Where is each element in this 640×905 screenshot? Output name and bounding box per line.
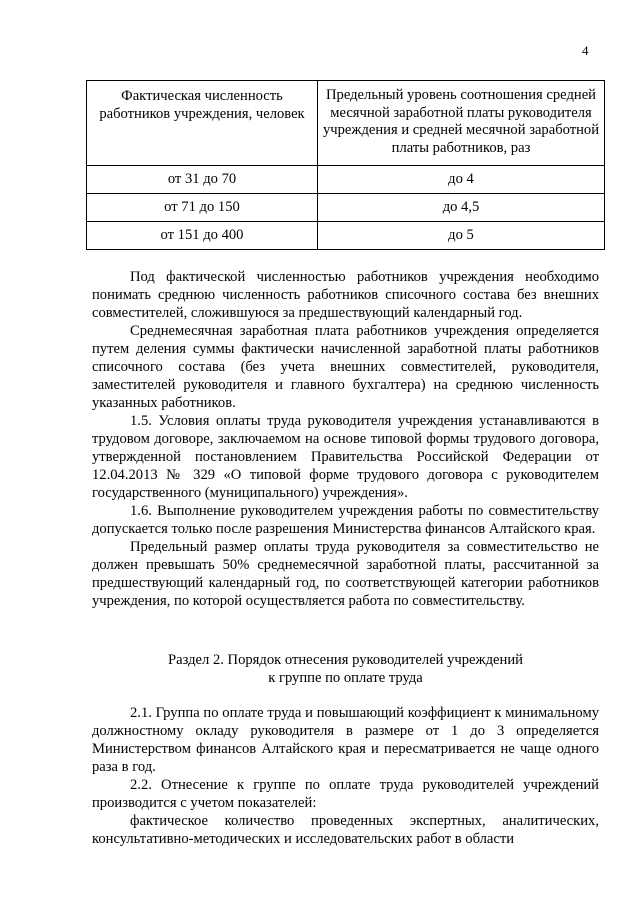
- table-cell: от 151 до 400: [87, 222, 318, 250]
- table-header-row: [87, 81, 605, 166]
- paragraph: Среднемесячная заработная плата работников учреждения определяется путем деления суммы фактически начисленной заработной платы работников списочного состава (без учета внешних совместителей, руководителя, заместителей руководителя и главного бухгалтера) на среднюю численность указанных работников.: [92, 323, 599, 411]
- paragraph: 2.1. Группа по оплате труда и повышающий коэффициент к минимальному должностному окладу руководителя в размере от 1 до 3 определяется Министерством финансов Алтайского края и пересматривается не чаще одного раза в год.: [92, 705, 599, 775]
- section-title-line1: Раздел 2. Порядок отнесения руководителей учреждений: [168, 652, 523, 668]
- table-cell: до 4,5: [318, 194, 605, 222]
- table-row: [87, 222, 605, 250]
- paragraph: Предельный размер оплаты труда руководителя за совместительство не должен превышать 50% среднемесячной заработной платы, рассчитанной за предшествующий календарный год, по соответствующей категории работников учреждения, по которой осуществляется работа по совместительству.: [92, 539, 599, 609]
- table-cell: от 71 до 150: [87, 194, 318, 222]
- paragraph: Под фактической численностью работников учреждения необходимо понимать среднюю численность работников списочного состава без внешних совместителей, сложившуюся за предшествующий календарный год.: [92, 269, 599, 321]
- paragraph: 2.2. Отнесение к группе по оплате труда руководителей учреждений производится с учетом показателей:: [92, 777, 599, 811]
- page-number: 4: [582, 43, 589, 58]
- section-title-line2: к группе по оплате труда: [268, 670, 423, 686]
- body-text-block: [92, 268, 599, 610]
- table-cell: до 4: [318, 166, 605, 194]
- table-cell: до 5: [318, 222, 605, 250]
- section-body: [92, 704, 599, 848]
- paragraph: 1.5. Условия оплаты труда руководителя учреждения устанавливаются в трудовом договоре, заключаемом на основе типовой формы трудового договора, утвержденной постановлением Правительства Российской Федерации от 12.04.2013 № 329 «О типовой форме трудового договора с руководителем государственного (муниципального) учреждения».: [92, 413, 599, 501]
- paragraph: фактическое количество проведенных экспертных, аналитических, консультативно-методических и исследовательских работ в области: [92, 813, 599, 847]
- table-header-headcount: Фактическая численность работников учреждения, человек: [87, 81, 318, 166]
- table-row: [87, 194, 605, 222]
- paragraph: 1.6. Выполнение руководителем учреждения работы по совместительству допускается только после разрешения Министерства финансов Алтайского края.: [92, 503, 599, 537]
- table-row: [87, 166, 605, 194]
- pay-ratio-table: [86, 80, 605, 250]
- section-heading: [92, 651, 599, 687]
- table-header-ratio: Предельный уровень соотношения средней месячной заработной платы руководителя учреждения и средней месячной заработной платы работников, раз: [318, 81, 605, 166]
- table-cell: от 31 до 70: [87, 166, 318, 194]
